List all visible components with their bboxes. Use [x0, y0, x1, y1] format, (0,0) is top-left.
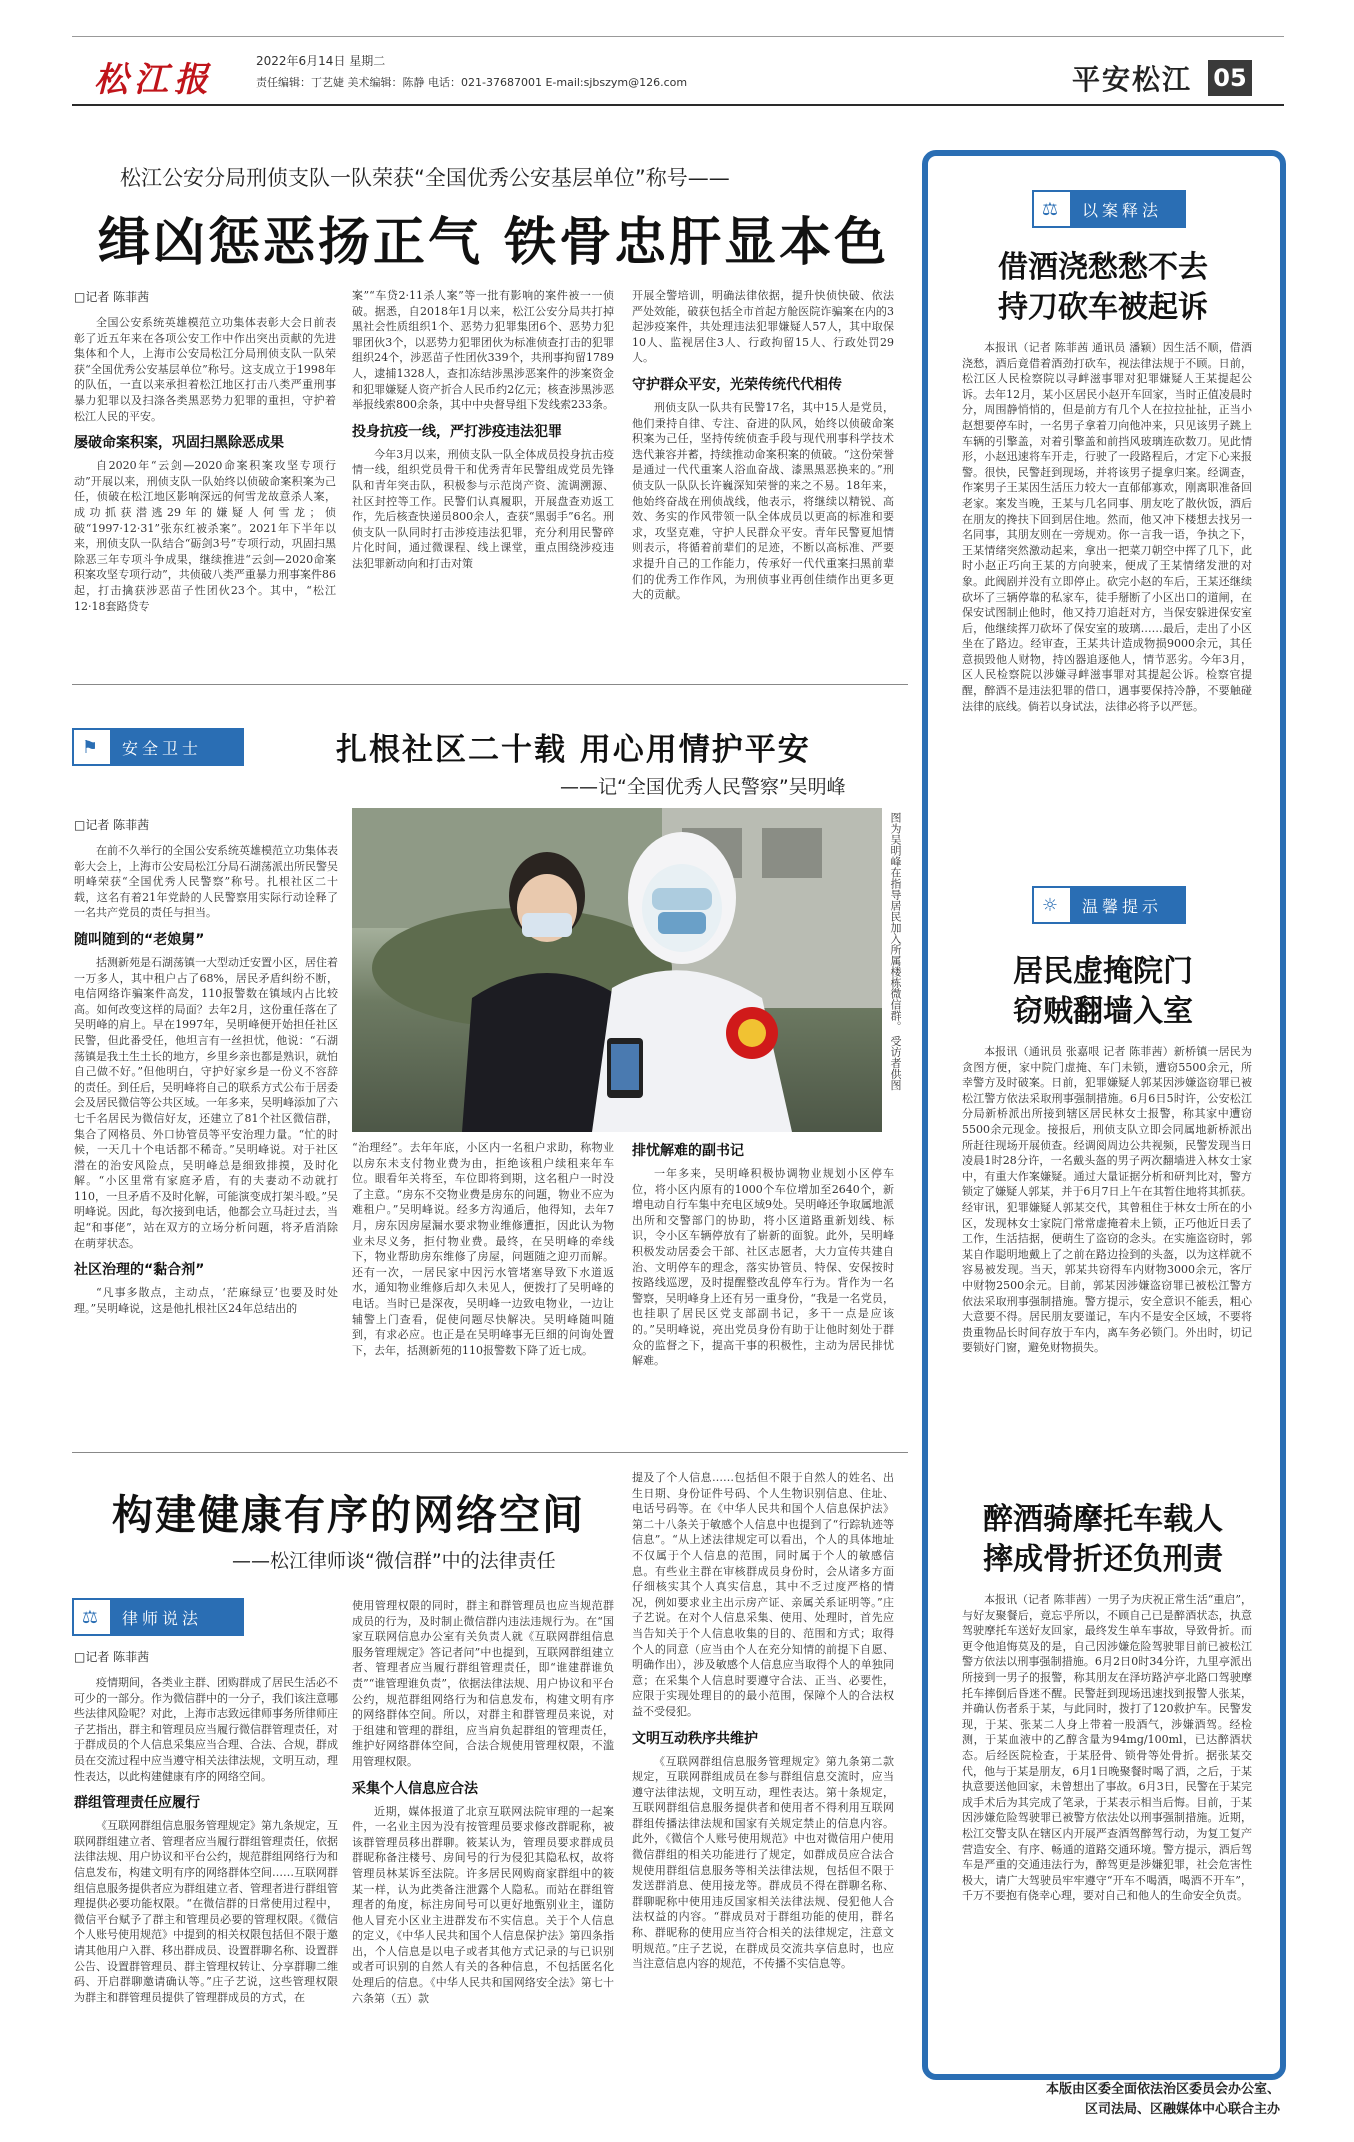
community-title: 扎根社区二十载 用心用情护平安 [336, 732, 811, 768]
story3-title-line: 摔成骨折还负刑责 [983, 1542, 1223, 1577]
law-byline: □记者 陈菲茜 [74, 1650, 150, 1664]
tag-label: 以案释法 [1082, 200, 1163, 220]
community-subtitle: ——记“全国优秀人民警察”吴明峰 [560, 776, 846, 798]
photo-caption: 图为吴明峰在指导居民加入所属楼栋微信群。 受访者供图 [889, 812, 902, 1091]
law-subhead-3: 文明互动秩序共维护 [632, 1730, 758, 1747]
community-column-1 [74, 816, 338, 1436]
community-byline: □记者 陈菲茜 [74, 818, 150, 832]
lead-paragraph: 案”“车贷2·11杀人案”等一批有影响的案件被一一侦破。据悉，自2018年1月以来，松江公安分局共打掉黑社会性质组织1个、恶势力犯罪集团6个、恶势力犯罪团伙3个，以恶势力犯罪团伙为标准侦查打击的犯罪组织24个，涉恶苗子性团伙339个，共刑事拘留1789人，逮捕1328人，查扣冻结涉黑涉恶案件的涉案资金和犯罪嫌疑人资产折合人民币约2亿元；核查涉黑涉恶举报线索800余条，其中中央督导组下发线索233条。 [352, 289, 614, 412]
story1-paragraph: 本报讯（记者 陈菲茜 通讯员 潘颖）因生活不顺，借酒浇愁，酒后竟借着酒劲打砍车，视法律法规于不顾。日前，松江区人民检察院以寻衅滋事罪对犯罪嫌疑人王某提起公诉。去年12月，某小区居民小赵开车回家，当时正值凌晨时分，周围静悄悄的，但是前方有几个人在拉拉扯扯，正当小赵想要停车时，一名男子拿着刀向他冲来，只见该男子跳上车辆的引擎盖，对着引擎盖和前挡风玻璃连砍数刀。见此情形，小赵迅速将车开走，行驶了一段路程后，才定下心来报警。很快，民警赶到现场，并将该男子提拿归案。经调查，作案男子王某因生活压力较大一直郁郁寡欢，刚离职准备回老家。案发当晚，王某与几名同事、朋友吃了散伙饭，酒后在朋友的搀扶下回到居住地。然而，他又冲下楼想去找另一名同事，其朋友则在一旁规劝。你一言我一语，争执之下，王某情绪突然激动起来，拿出一把菜刀朝空中挥了几下，此时小赵正巧向王某的方向驶来，便成了王某情绪发泄的对象。此阀剧并没有立即停止。砍完小赵的车后，王某还继续砍坏了三辆停靠的私家车，徒手掰断了小区出口的道闸，在保安试图制止他时，他又持刀追赶对方，当保安躲进保安室后，他继续挥刀砍坏了保安室的玻璃……最后，走出了小区坐在了路边。经审查，王某共计造成物损9000余元，其任意损毁他人财物，持凶器追逐他人，情节恶劣。今年3月，区人民检察院以涉嫌寻衅滋事罪对其提起公诉。检察官提醒，醉酒不是违法犯罪的借口，遇事要保持冷静，不要触碰法律的底线。倘若以身试法，法律必将予以严惩。 [962, 341, 1252, 713]
footer-credit [990, 2080, 1280, 2120]
story3-paragraph: 本报讯（记者 陈菲茜）一男子为庆祝正常生活“重启”，与好友聚餐后，竟忘乎所以，不顾自己已是醉酒状态，执意驾驶摩托车送好友回家，最终发生单车事故，导致骨折。而更令他追悔莫及的是，自己因涉嫌危险驾驶罪目前已被松江警方依法以刑事强制措施。6月2日0时34分许，九里亭派出所接到一男子的报警，称其朋友在泽坊路泸亭北路口驾驶摩托车摔倒后昏迷不醒。民警赶到现场迅速找到报警人张某，并确认伤者系于某，与此同时，拨打了120救护车。民警发现，于某、张某二人身上带着一股酒气，涉嫌酒驾。经检测，于某血液中的乙醇含量为94mg/100ml，已达醉酒状态。后经医院检查，于某胫骨、锁骨等处骨折。据张某交代，他与于某是朋友，6月1日晚聚餐时喝了酒，之后，于某执意要送他回家，未曾想出了事故。6月3日，民警在于某完成手术后为其完成了笔录，于某表示相当后悔。目前，于某因涉嫌危险驾驶罪已被警方依法处以刑事强制措施。近期，松江交警支队在辖区内开展严查酒驾醉驾行动，为复工复产营造安全、有序、畅通的道路交通环境。警方提示，酒后驾车是严重的交通违法行为，醉驾更是涉嫌犯罪，社会危害性极大，请广大驾驶员牢牢遵守“开车不喝酒，喝酒不开车”，千万不要抱有侥幸心理，要对自己和他人的生命安全负责。 [962, 1593, 1252, 1903]
masthead-editors: 责任编辑：丁艺婕 美术编辑：陈静 电话：021-37687001 E-mail:sjbszym@126.com [256, 76, 688, 89]
law-paragraph: 《互联网群组信息服务管理规定》第九条第二款规定，互联网群组成员在参与群组信息交流时，应当遵守法律法规，文明互动，理性表达。第十条规定，互联网群组信息服务提供者和使用者不得利用互联网群组传播法律法规和国家有关规定禁止的信息内容。此外，《微信个人账号使用规范》中也对微信用户使用微信群组的相关功能进行了规定，如群成员应合法合规使用群组信息服务等相关法律法规，包括但不限于发送群消息、使用接龙等。群成员不得在群聊名称、群聊昵称中使用违反国家相关法律法规、侵犯他人合法权益的内容。“群成员对于群组功能的使用，群名称、群昵称的使用应当符合相关的法律规定，注意文明规范。”庄子艺说，在群成员交流共享信息时，也应当注意信息内容的规范，不传播不实信息等。 [632, 1754, 894, 1971]
footer-line: 本版由区委全面依法治区委员会办公室、 [1045, 2082, 1280, 2097]
law-column-3 [632, 1470, 894, 2088]
lead-subhead-2: 投身抗疫一线，严打涉疫违法犯罪 [352, 423, 562, 440]
story2-title-line: 窃贼翻墙入室 [1013, 994, 1193, 1029]
gavel-icon: ⚖ [74, 1600, 110, 1634]
community-paragraph: 在前不久举行的全国公安系统英雄模范立功集体表彰大会上，上海市公安局松江分局石湖荡派出所民警吴明峰荣获“全国优秀人民警察”称号。扎根社区二十载，这名有着21年党龄的人民警察用实际行动诠释了一名共产党员的责任与担当。 [74, 844, 338, 920]
law-subtitle: ——松江律师谈“微信群”中的法律责任 [232, 1550, 556, 1572]
lightbulb-icon: ☼ [1034, 888, 1070, 922]
community-column-2 [352, 1140, 614, 1436]
law-title: 构建健康有序的网络空间 [112, 1491, 585, 1539]
story1-title-line: 借酒浇愁愁不去 [998, 250, 1208, 285]
tag-lawyer [72, 1598, 244, 1636]
page-number: 05 [1208, 60, 1252, 96]
story2-title [944, 952, 1262, 1032]
law-column-2 [352, 1598, 614, 2088]
masthead-date: 2022年6月14日 星期二 [256, 54, 386, 68]
community-subhead-3: 排忧解难的副书记 [632, 1143, 744, 1159]
shield-icon: ⚑ [74, 730, 110, 764]
lead-paragraph: 刑侦支队一队共有民警17名，其中15人是党员，他们秉持自律、专注、奋进的队风，始终以侦破命案积案为己任，坚持传统侦查手段与现代刑事科学技术迭代兼容并蓄，持续推动命案积案的侦破。“这份荣誉是通过一代代重案人浴血奋战、漆黑黑恶换来的。”刑侦支队一队队长许巍深知荣誉的来之不易。18年来，他始终奋战在刑侦战线，他表示，将继续以精锐、高效、务实的作风带领一队全体成员以更高的标准和要求，攻坚克难，守护人民群众平安。青年民警夏旭情则表示，将循着前辈们的足迹，不断以高标准、严要求提升自己的工作能力，传承好一代代重案扫黑前辈们的优秀工作作风，为刑侦事业再创佳绩作出更多更大的贡献。 [632, 400, 894, 602]
community-paragraph: “凡事多散点，主动点，‘茫麻绿豆’也要及时处理。”吴明峰说，这是他扎根社区24年总结出的 [74, 1286, 338, 1315]
lead-subhead-1: 屡破命案积案，巩固扫黑除恶成果 [74, 435, 284, 452]
story1-body [962, 340, 1252, 840]
community-column-3 [632, 1140, 894, 1436]
masthead-logo: 松江报 [94, 60, 214, 100]
masthead-rule [72, 104, 1284, 106]
lead-column-1 [74, 288, 336, 668]
tag-label: 安全卫士 [122, 738, 203, 758]
law-paragraph: 提及了个人信息……包括但不限于自然人的姓名、出生日期、身份证件号码、个人生物识别信息、住址、电话号码等。在《中华人民共和国个人信息保护法》第二十八条关于敏感个人信息中也提到了“行踪轨迹等信息”。“从上述法律规定可以看出，个人的具体地址不仅属于个人信息的范围，同时属于个人的敏感信息。有些业主群在审核群成员身份时，会从诸多方面仔细核实其个人真实信息，其中不乏过度严格的情况，例如要求业主出示房产证、亲属关系证明等。”庄子艺说。在对个人信息采集、使用、处理时，首先应当告知关于个人信息收集的目的、范围和方式；取得个人的同意（应当由个人在充分知情的前提下自愿、明确作出），涉及敏感个人信息应当取得个人的单独同意；在采集个人信息时要遵守合法、正当、必要性，应限于实现处理目的的最小范围，保障个人的合法权益不受侵犯。 [632, 1471, 894, 1718]
law-subhead-2: 采集个人信息应合法 [352, 1780, 478, 1797]
lead-paragraph: 自2020年“云剑—2020命案积案攻坚专项行动”开展以来，刑侦支队一队始终以侦破命案积案为己任，侦破在松江地区影响深远的何雪龙故意杀人案，成功抓获潜逃29年的嫌疑人何雪龙；侦破“1997·12·31”张东红被杀案”。2021年下半年以来，刑侦支队一队结合“砺剑3号”专项行动，巩固扫黑除恶三年专项斗争成果，继续推进“云剑—2020命案积案攻坚专项行动”，共侦破八类严重暴力刑事案件86起，打击擒获涉恶苗子性团伙23个。其中，“松江12·18套路贷专 [74, 459, 336, 613]
story2-title-line: 居民虚掩院门 [1013, 954, 1193, 989]
top-rule [72, 36, 1284, 37]
law-subhead-1: 群组管理责任应履行 [74, 1795, 200, 1812]
lead-title: 缉凶惩恶扬正气 铁骨忠肝显本色 [98, 213, 890, 273]
lead-subhead-3: 守护群众平安，光荣传统代代相传 [632, 376, 842, 393]
tag-safety-guard [72, 728, 244, 766]
tag-label: 律师说法 [122, 1608, 203, 1628]
lead-byline: □记者 陈菲茜 [74, 290, 150, 304]
footer-line: 区司法局、区融媒体中心联合主办 [1084, 2102, 1280, 2117]
tag-case-law [1032, 190, 1186, 228]
lead-paragraph: 开展全警培训，明确法律依据，提升快侦快破、依法严处效能，破获包括全市首起方舱医院诈骗案在内的3起涉疫案件，共处理违法犯罪嫌疑人57人，其中取保10人、监视居住3人、行政拘留15人、行政处罚29人。 [632, 289, 894, 365]
gavel-icon: ⚖ [1034, 192, 1070, 226]
photo-illustration [352, 808, 882, 1132]
story2-body [962, 1044, 1252, 1484]
community-paragraph: 括测新苑是石湖荡镇一大型动迁安置小区，居住着一万多人，其中租户占了68%，居民矛盾纠纷不断，电信网络诈骗案件高发，110报警数在镇域内占比较高。如何改变这样的局面？去年2月，这份重任落在了吴明峰的肩上。早在1997年，吴明峰便开始担任社区民警，但此番受任，他坦言有一丝担忧，他说：“石湖荡镇是我土生土长的地方，乡里乡亲也都是熟识，就怕自己做不好。”但他明白，守护好家乡是一份义不容辞的责任。到任后，吴明峰将自己的联系方式公布于居委会及居民微信等公共区域。一年多来，吴明峰添加了六七千名居民为微信好友，还建立了81个社区微信群，集合了网格员、外口协管员等平安治理力量。“忙的时候，一天几十个电话都不稀奇。”吴明峰说。对于社区潜在的治安风险点，吴明峰总是细致排摸，及时化解。“小区里常有家庭矛盾，有的夫妻动不动就打110，一旦矛盾不及时化解，可能演变成打架斗殴。”吴明峰说。因此，每次接到电话，他都会立马赶过去，当起“和事佬”，站在双方的立场分析问题，将矛盾消除在萌芽状态。 [74, 955, 338, 1250]
community-subhead-1: 随叫随到的“老娘舅” [74, 931, 205, 948]
community-paragraph: 一年多来，吴明峰积极协调物业规划小区停车位，将小区内原有的1000个车位增加至2640个，新增电动自行车集中充电区域9处。吴明峰还争取属地派出所和交警部门的协助，将小区道路重新划线、标识，令小区车辆停放有了崭新的面貌。此外，吴明峰积极发动居委会干部、社区志愿者，大力宣传共建自治、文明停车的理念，落实协管员、特保、安保按时按路线巡逻，及时提醒整改乱停车行为。背作为一名警察，吴明峰身上还有另一重身份，“我是一名党员，也挂职了居民区党支部副书记，多干一点是应该的。”吴明峰说，亮出党员身份有助于让他时刻处于群众的监督之下，提高干事的积极性，主动为居民排忧解难。 [632, 1167, 894, 1368]
story3-body [962, 1592, 1252, 2054]
law-paragraph: 近期，媒体报道了北京互联网法院审理的一起案件，一名业主因为没有按管理员要求修改群昵称，被该群管理员移出群聊。筱某认为，管理员要求群成员群昵称备注楼号、房间号的行为侵犯其隐私权，故将管理员林某诉至法院。许多居民网购商家群组中的筱某一样，认为此类备注泄露个人隐私。而站在群组管理者的角度，标注房间号可以更好地甄别业主，谨防他人冒充小区业主进群发布不实信息。关于个人信息的定义，《中华人民共和国个人信息保护法》第四条指出，个人信息是以电子或者其他方式记录的与已识别或者可识别的自然人有关的各种信息，不包括匿名化处理后的信息。《中华人民共和国网络安全法》第七十六条第（五）款 [352, 1804, 614, 2005]
section-name: 平安松江 [1072, 63, 1193, 96]
law-paragraph: 使用管理权限的同时，群主和群管理员也应当规范群成员的行为，及时制止微信群内违法违规行为。在“国家互联网信息办公室有关负责人就《互联网群组信息服务管理规定》答记者问”中也提到，互联网群组建立者、管理者应当履行群组管理责任，即“谁建群谁负责”“谁管理谁负责”，依据法律法规、用户协议和平台公约，规范群组网络行为和信息发布，构建文明有序的网络群体空间。所以，对群主和群管理员来说，对于组建和管理的群组，应当肩负起群组的管理责任，维护好网络群体空间，合法合规使用管理权限，不滥用管理权限。 [352, 1599, 614, 1768]
lead-column-3 [632, 288, 894, 668]
lead-column-2 [352, 288, 614, 668]
story3-title-line: 醉酒骑摩托车载人 [983, 1502, 1223, 1537]
lead-paragraph: 全国公安系统英雄模范立功集体表彰大会日前表彰了近五年来在各项公安工作中作出突出贡献的先进集体和个人，上海市公安局松江分局刑侦支队一队荣获“全国优秀公安基层单位”称号。这支成立于1998年的队伍，一直以来承担着松江地区打击八类严重刑事暴力犯罪以及扫涤各类黑恶势力犯罪的重担，守护着松江人民的平安。 [74, 316, 336, 423]
lead-paragraph: 今年3月以来，刑侦支队一队全体成员投身抗击疫情一线，组织党员骨干和优秀青年民警组成党员先锋队和青年突击队，积极参与示范岗产资、流调溯源、社区封控等工作。民警们认真履职，开展盘查劝返工作，先后核查快递员800余人，查获“黑弱手”6名。刑侦支队一队同时打击涉疫违法犯罪，充分利用民警碎片化时间，通过微课程、线上课堂，重点围绕涉疫违法犯罪新动向和打击对策 [352, 447, 614, 570]
lead-kicker: 松江公安分局刑侦支队一队荣获“全国优秀公安基层单位”称号—— [120, 166, 730, 190]
section-divider [72, 1452, 908, 1453]
section-divider [72, 684, 908, 685]
law-paragraph: 疫情期间，各类业主群、团购群成了居民生活必不可少的一部分。作为微信群中的一分子，我们该注意哪些法律风险呢？对此，上海市志致远律师事务所律师庄子艺指出，群主和管理员应当履行微信群管理责任，对于群成员的个人信息采集应当合理、合法、合规，群成员在交流过程中应当遵守相关法律法规，文明互动，理性表达，以此构建健康有序的网络空间。 [74, 1676, 338, 1783]
story2-paragraph: 本报讯（通讯员 张嘉哏 记者 陈菲茜）新桥镇一居民为贪图方便，家中院门虚掩、车门未锁，遭窃5500余元，所幸警方及时破案。日前，犯罪嫌疑人郭某因涉嫌盗窃罪已被松江警方依法采取刑事强制措施。6月6日5时许，公安松江分局新桥派出所接到辖区居民林女士报警，称其家中遭窃5500余元现金。接报后，刑侦支队立即会同属地新桥派出所赶往现场开展侦查。经调阅周边公共视频，民警发现当日凌晨1时28分许，一名戴头盔的男子两次翻墙进入林女士家中，有重大作案嫌疑。通过大量证据分析和研判比对，警方锁定了嫌疑人郭某，并于6月7日上午在其暂住地将其抓获。经审讯，犯罪嫌疑人郭某交代，其曾租住于林女士所在的小区，发现林女士家院门常常虚掩着未上锁，正巧他近日丢了工作，生活拮据，便萌生了盗窃的念头。在实施盗窃时，郭某自作聪明地戴上了之前在路边捡到的头盔，以为这样就不容易被发现。当天，郭某共窃得车内财物3000余元，客厅中财物2500余元。目前，郭某因涉嫌盗窃罪已被松江警方依法采取刑事强制措施。警方提示，安全意识不能丢，粗心大意要不得。居民朋友要谨记，车内不是安全区域，不要将贵重物品长时间存放于车内，离车务必锁门。外出时，切记要锁好门窗，避免财物损失。 [962, 1045, 1252, 1355]
community-photo [352, 808, 882, 1132]
story1-title [944, 248, 1262, 328]
tag-warm-tips [1032, 886, 1186, 924]
law-paragraph: 《互联网群组信息服务管理规定》第九条规定，互联网群组建立者、管理者应当履行群组管理责任，依据法律法规、用户协议和平台公约，规范群组网络行为和信息发布，构建文明有序的网络群体空间……互联网群组信息服务提供者应为群组建立者、管理者进行群组管理提供必要功能权限。“在微信群的日常使用过程中，微信平台赋予了群主和管理员必要的管理权限。《微信个人账号使用规范》中提到的相关权限包括但不限于邀请其他用户入群、移出群成员、设置群聊名称、设置群公告、设置群管理员、群主管理权转让、分享群聊二维码、开启群聊邀请确认等。”庄子艺说，这些管理权限为群主和群管理员提供了管理群成员的方式，在 [74, 1819, 338, 2004]
story1-title-line: 持刀砍车被起诉 [998, 290, 1208, 325]
community-paragraph: “治理经”。去年年底，小区内一名租户求助，称物业以房东未支付物业费为由，拒绝该租户续租来年车位。眼看年关将至，车位即将到期，这名租户一时没了主意。“房东不交物业费是房东的问题，物业不应为难租户。”吴明峰说。经多方沟通后，他得知，去年7月，房东因房屋漏水要求物业维修遭拒，因此认为物业未尽义务，拒付物业费。最终，在吴明峰的牵线下，物业帮助房东维修了房屋，问题随之迎刃而解。还有一次，一居民家中因污水管堵塞导致下水道返水，通知物业维修后却久未见人，便拨打了吴明峰的电话。当时已是深夜，吴明峰一边致电物业，一边让辅警上门查看，促使问题尽快解决。吴明峰随叫随到，有求必应。也正是在吴明峰事无巨细的问询处置下，去年，括测新苑的110报警数下降了近七成。 [352, 1141, 614, 1357]
community-subhead-2: 社区治理的“黏合剂” [74, 1262, 205, 1279]
law-column-1 [74, 1648, 338, 2088]
story3-title [944, 1500, 1262, 1580]
tag-label: 温馨提示 [1082, 896, 1163, 916]
